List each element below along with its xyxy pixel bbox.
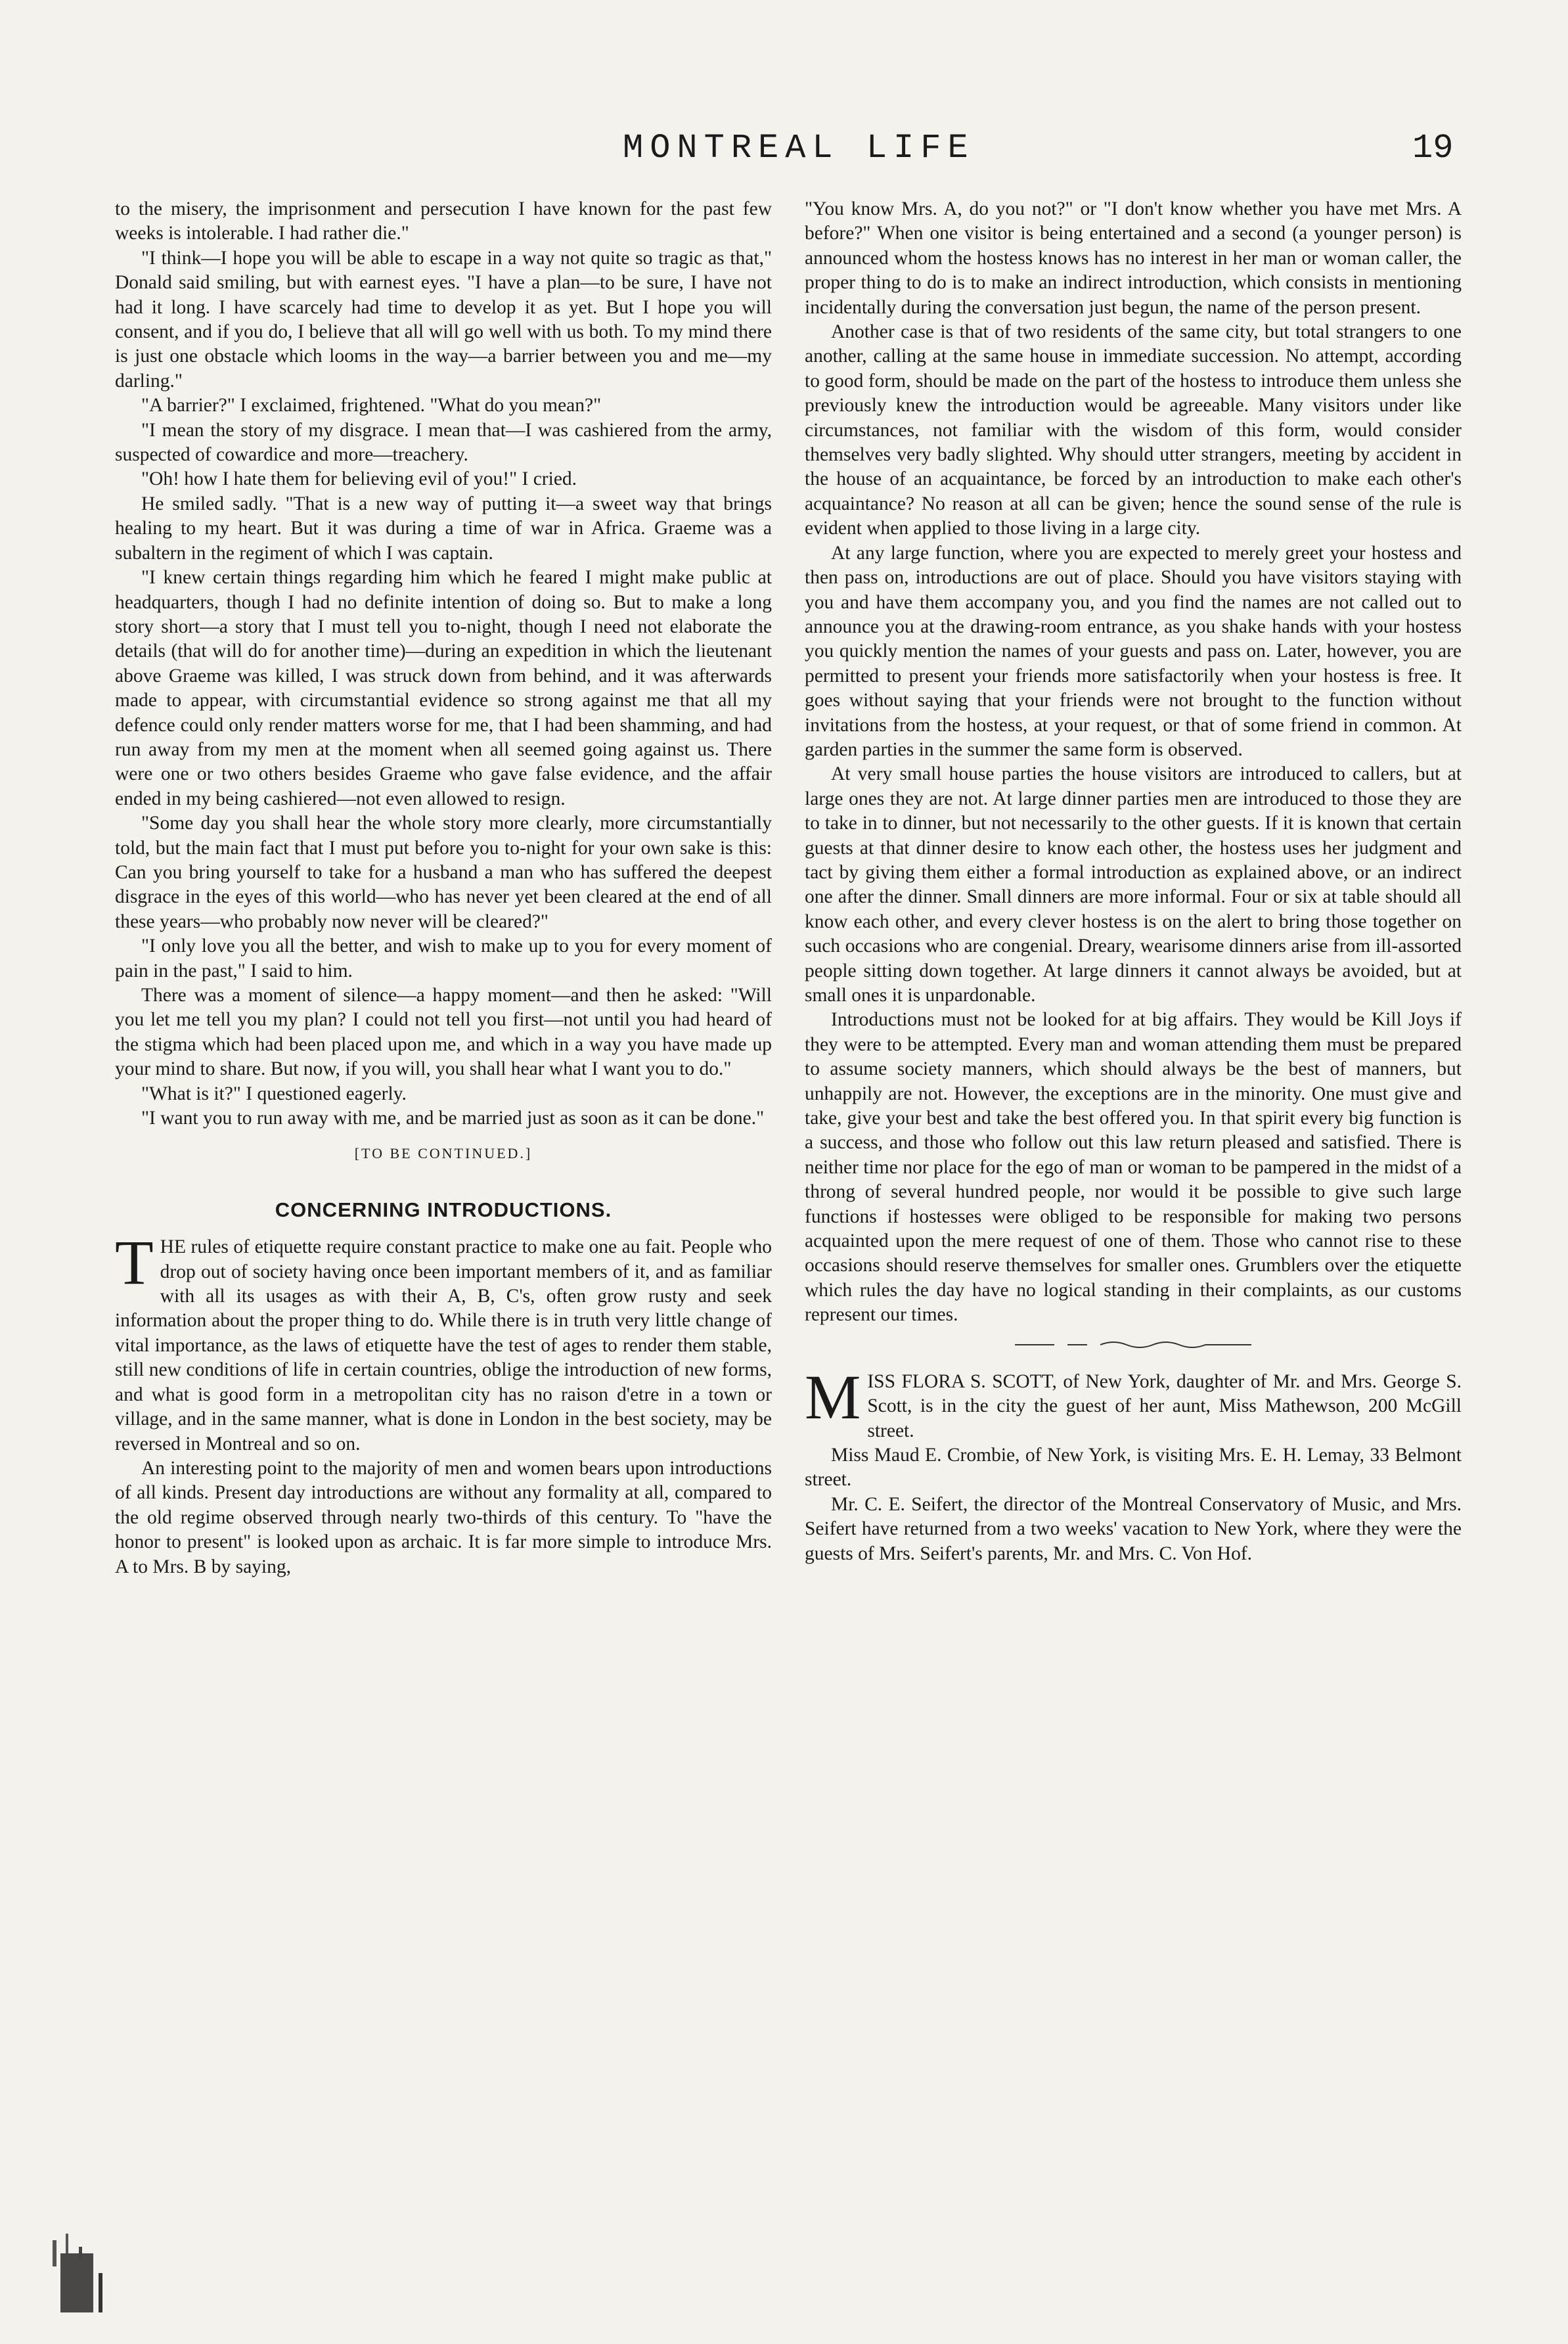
right-column (805, 197, 1462, 1566)
story-paragraph: He smiled sadly. "That is a new way of putting it—a sweet way that brings healing to my heart. But it was during a time of war in Africa. Graeme was a subaltern in the regiment of which I was captain. (115, 493, 772, 564)
story-paragraph: "I only love you all the better, and wish to make up to you for every moment of pain in the past," I said to him. (115, 935, 772, 981)
article-paragraph: At any large function, where you are expected to merely greet your hostess and then pass on, introductions are out of place. Should you have visitors staying with you and have them accompany you, and you find the names are not called out to announce you at the drawing-room entrance, as you shake hands with your hostess you quickly mention the names of your guests and pass on. Later, however, you are permitted to present your friends more satisfactorily when your hostess is free. It goes without saying that your friends were not brought to the function without invitations from the hostess, at your request, or that of some friend in common. At garden parties in the summer the same form is observed. (805, 542, 1462, 760)
story-paragraph: There was a moment of silence—a happy moment—and then he asked: "Will you let me tell you my plan? I could not tell you first—not until you had heard of the stigma which had been placed upon me, and which in a way you have made up your mind to share. But now, if you will, you shall hear what I want you to do." (115, 985, 772, 1080)
continued-note: [TO BE CONTINUED.] (354, 1145, 533, 1162)
story-paragraph: "A barrier?" I exclaimed, frightened. "What do you mean?" (141, 395, 602, 417)
story-paragraph: "I want you to run away with me, and be married just as soon as it can be done." (141, 1108, 765, 1129)
article-paragraph: Introductions must not be looked for at big affairs. They would be Kill Joys if they were to be attempted. Every man and woman attending them must be prepared to assume society manners, which should always be the best of manners, but unhappily are not. However, the exceptions are in the minority. One must give and take, give your best and take the best offered you. In that spirit every big function is a success, and those who follow out this law return pleased and satisfied. There is neither time nor place for the ego of man or woman to be pampered in the midst of a throng of several hundred people, nor would it be possible to give such large functions if hostesses were obliged to be responsible for making two persons acquainted upon the mere request of one of them. Those who cannot rise to these occasions should reserve themselves for smaller ones. Grumblers over the etiquette which rules the day have no logical standing in their complaints, as our customs represent our times. (805, 1009, 1462, 1326)
ornamental-divider (805, 1334, 1462, 1357)
margin-blot-icon (39, 2194, 118, 2319)
society-item (805, 1361, 1462, 1443)
article-paragraph: At very small house parties the house visitors are introduced to callers, but at large ones they are not. At large dinner parties men are introduced to those they are to take in to dinner, but not necessarily to the other guests. If it is known that certain guests at that dinner desire to know each other, the hostess uses her judgment and tact by giving them either a formal introduction as explained above, or an indirect one after the dinner. Small dinners are more informal. Four or six at table should all know each other, and every clever hostess is on the alert to bring those together on such occasions who are congenial. Dreary, wearisome dinners arise from ill-assorted people sitting down together. At large dinners it cannot always be avoided, but at small ones it is unpardonable. (805, 763, 1462, 1006)
society-dropcap: M (805, 1361, 861, 1432)
article-paragraph: An interesting point to the majority of men and women bears upon introductions of all kinds. Present day introductions are without any formality at all, compared to the old regime observed through nearly two-thirds of this century. To "have the honor to present" is looked upon as archaic. It is far more simple to introduce Mrs. A to Mrs. B by saying, (115, 1457, 772, 1577)
article-paragraph (115, 1227, 772, 1456)
story-paragraph: "Oh! how I hate them for believing evil of you!" I cried. (141, 468, 577, 490)
article-title: CONCERNING INTRODUCTIONS. (275, 1198, 612, 1221)
page-header (0, 129, 1568, 175)
magazine-title: MONTREAL LIFE (623, 129, 975, 168)
story-paragraph: "What is it?" I questioned eagerly. (141, 1083, 407, 1104)
story-paragraph: "I knew certain things regarding him which he feared I might make public at headquarters, though I had no definite intention of doing so. But to make a long story short—a story that I must tell you to-night, though I need not elaborate the details (that will do for another time)—during an expedition in which the lieutenant above Graeme was killed, I was struck down from behind, and it was afterwards made to appear, with circumstantial evidence so strong against me that all my defence could only render matters worse for me, that I had been shamming, and had run away from my men at the moment when all seemed going against us. There were one or two others besides Graeme who gave false evidence, and the affair ended in my being cashiered—not even allowed to resign. (115, 567, 772, 809)
story-paragraph: "Some day you shall hear the whole story more clearly, more circumstantially told, but the main fact that I must put before you to-night for your own sake is this: Can you bring yourself to take for a husband a man who has suffered the deepest disgrace in the eyes of this world—who has never yet been cleared at the end of all these years—who probably now never will be cleared?" (115, 813, 772, 932)
divider-ornament-icon (1015, 1338, 1251, 1351)
left-column (115, 197, 772, 1579)
society-item-text: ISS FLORA S. SCOTT, of New York, daughter of Mr. and Mrs. George S. Scott, is in the city the guest of her aunt, Miss Mathewson, 200 McGill street. (867, 1370, 1462, 1441)
article-paragraph-text: HE rules of etiquette require constant practice to make one au fait. People who drop out of society having once been important members of it, and as familiar with all its usages as with their A, B, C's, often grow rusty and seek information about the proper thing to do. While there is in truth very little change of vital importance, as the laws of etiquette have the test of ages to render them stable, still new conditions of life in certain countries, oblige the introduction of new forms, and what is good form in a metropolitan city has no raison d'etre in a town or village, and in the same manner, what is done in London in the best society, may be reversed in Montreal and so on. (115, 1236, 772, 1454)
article-paragraph: "You know Mrs. A, do you not?" or "I don't know whether you have met Mrs. A before?" When one visitor is being entertained and a second (a younger person) is announced whom the hostess knows has no interest in her man or woman caller, the proper thing to do is to make an indirect introduction, which consists in mentioning incidentally during the conversation just begun, the name of the person present. (805, 198, 1462, 318)
society-item: Mr. C. E. Seifert, the director of the Montreal Conservatory of Music, and Mrs. Seifert have returned from a two weeks' vacation to New York, where they were the guests of Mrs. Seifert's parents, Mr. and Mrs. C. Von Hof. (805, 1493, 1462, 1564)
article-dropcap: T (115, 1227, 154, 1298)
story-paragraph: to the misery, the imprisonment and persecution I have known for the past few weeks is intolerable. I had rather die." (115, 198, 772, 244)
page-number: 19 (1412, 129, 1454, 168)
society-item: Miss Maud E. Crombie, of New York, is visiting Mrs. E. H. Lemay, 33 Belmont street. (805, 1444, 1462, 1491)
article-paragraph: Another case is that of two residents of the same city, but total strangers to one another, calling at the same house in immediate succession. No attempt, according to good form, should be made on the part of the hostess to introduce them unless she previously knew the introduction would be agreeable. Many visitors under like circumstances, not familiar with the wisdom of this form, would consider themselves very badly slighted. Why should utter strangers, meeting by accident in the house of an acquaintance, be forced by an introduction to make each other's acquaintance? No reason at all can be given; hence the sound sense of the rule is evident when applied to those living in a large city. (805, 321, 1462, 539)
story-paragraph: "I think—I hope you will be able to escape in a way not quite so tragic as that," Donald said smiling, but with earnest eyes. "I have a plan—to be sure, I have not had it long. I have scarcely had time to develop it as yet. But I hope you will consent, and if you do, I believe that all will go well with us both. To my mind there is just one obstacle which looms in the way—a barrier between you and me—my darling." (115, 247, 772, 392)
story-paragraph: "I mean the story of my disgrace. I mean that—I was cashiered from the army, suspected of cowardice and more—treachery. (115, 419, 772, 466)
